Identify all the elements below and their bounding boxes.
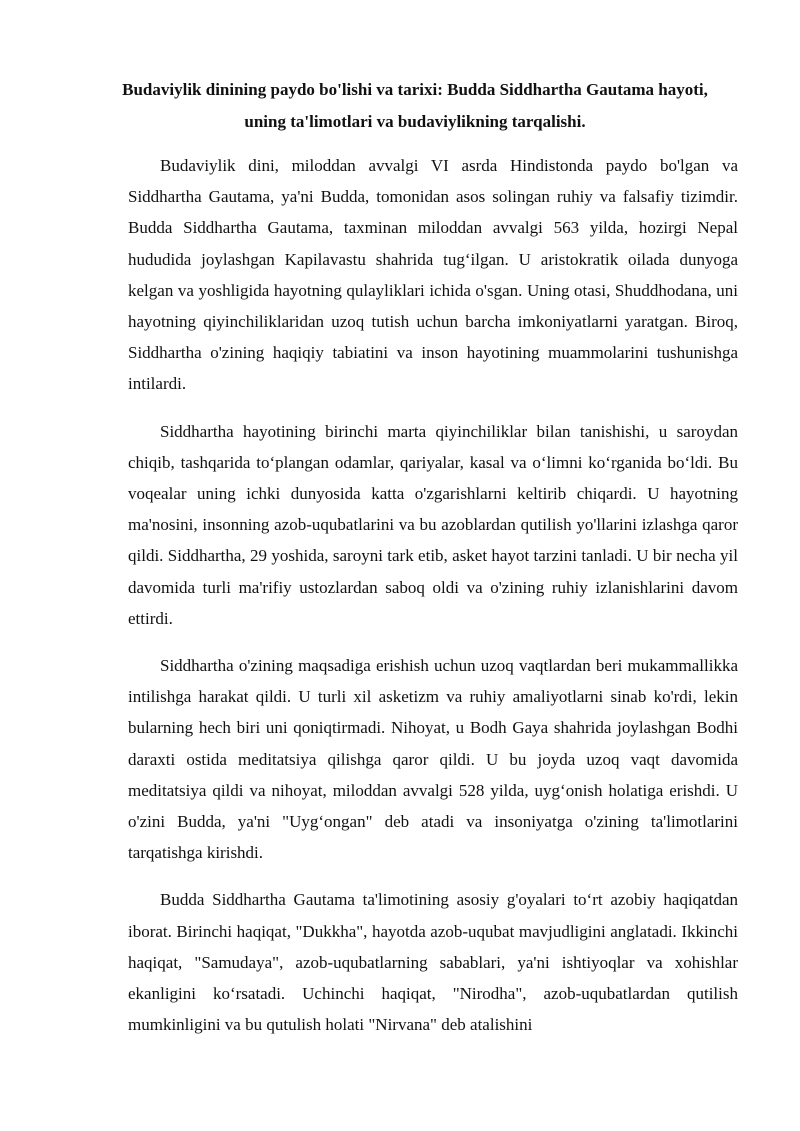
- document-body: [128, 150, 738, 1056]
- paragraph: Siddhartha hayotining birinchi marta qiyinchiliklar bilan tanishishi, u saroydan chiqib, tashqarida to‘plangan odamlar, qariyalar, kasal va o‘limni ko‘rganida bo‘ldi. Bu voqealar uning ichki dunyosida katta o'zgarishlarni keltirib chiqardi. U hayotning ma'nosini, insonning azob-uqubatlarini va bu azoblardan qutilish yo'llarini izlashga qaror qildi. Siddhartha, 29 yoshida, saroyni tark etib, asket hayot tarzini tanladi. U bir necha yil davomida turli ma'rifiy ustozlardan saboq oldi va o'zining ruhiy izlanishlarini davom ettirdi.: [128, 421, 738, 628]
- document-title: Budaviylik dinining paydo bo'lishi va tarixi: Budda Siddhartha Gautama hayoti, uning ta'limotlari va budaviylikning tarqalishi.: [122, 80, 708, 131]
- paragraph: Budda Siddhartha Gautama ta'limotining asosiy g'oyalari to‘rt azobiy haqiqatdan iborat. Birinchi haqiqat, "Dukkha", hayotda azob-uqubat mavjudligini anglatadi. Ikkinchi haqiqat, "Samudaya", azob-uqubatlarning sabablari, ya'ni ishtiyoqlar va xohishlar ekanligini ko‘rsatadi. Uchinchi haqiqat, "Nirodha", azob-uqubatlardan qutilish mumkinligini va bu qutulish holati "Nirvana" deb atalishini: [128, 890, 738, 1035]
- paragraph: Budaviylik dini, miloddan avvalgi VI asrda Hindistonda paydo bo'lgan va Siddhartha Gautama, ya'ni Budda, tomonidan asos solingan ruhiy va falsafiy tizimdir. Budda Siddhartha Gautama, taxminan miloddan avvalgi 563 yilda, hozirgi Nepal hududida joylashgan Kapilavastu shahrida tug‘ilgan. U aristokratik oilada dunyoga kelgan va yoshligida hayotning qulayliklari ichida o'sgan. Uning otasi, Shuddhodana, uni hayotning qiyinchiliklaridan uzoq tutish uchun barcha imkoniyatlarni yaratgan. Biroq, Siddhartha o'zining haqiqiy tabiatini va inson hayotining muammolarini tushunishga intilardi.: [128, 156, 738, 394]
- paragraph: Siddhartha o'zining maqsadiga erishish uchun uzoq vaqtlardan beri mukammallikka intilishga harakat qildi. U turli xil asketizm va ruhiy amaliyotlarni sinab ko'rdi, lekin bularning hech biri uni qoniqtirmadi. Nihoyat, u Bodh Gaya shahrida joylashgan Bodhi daraxti ostida meditatsiya qilishga qaror qildi. U bu joyda uzoq vaqt davomida meditatsiya qildi va nihoyat, miloddan avvalgi 528 yilda, uyg‘onish holatiga erishdi. U o'zini Budda, ya'ni "Uyg‘ongan" deb atadi va insoniyatga o'zining ta'limotlarini tarqatishga kirishdi.: [128, 656, 738, 863]
